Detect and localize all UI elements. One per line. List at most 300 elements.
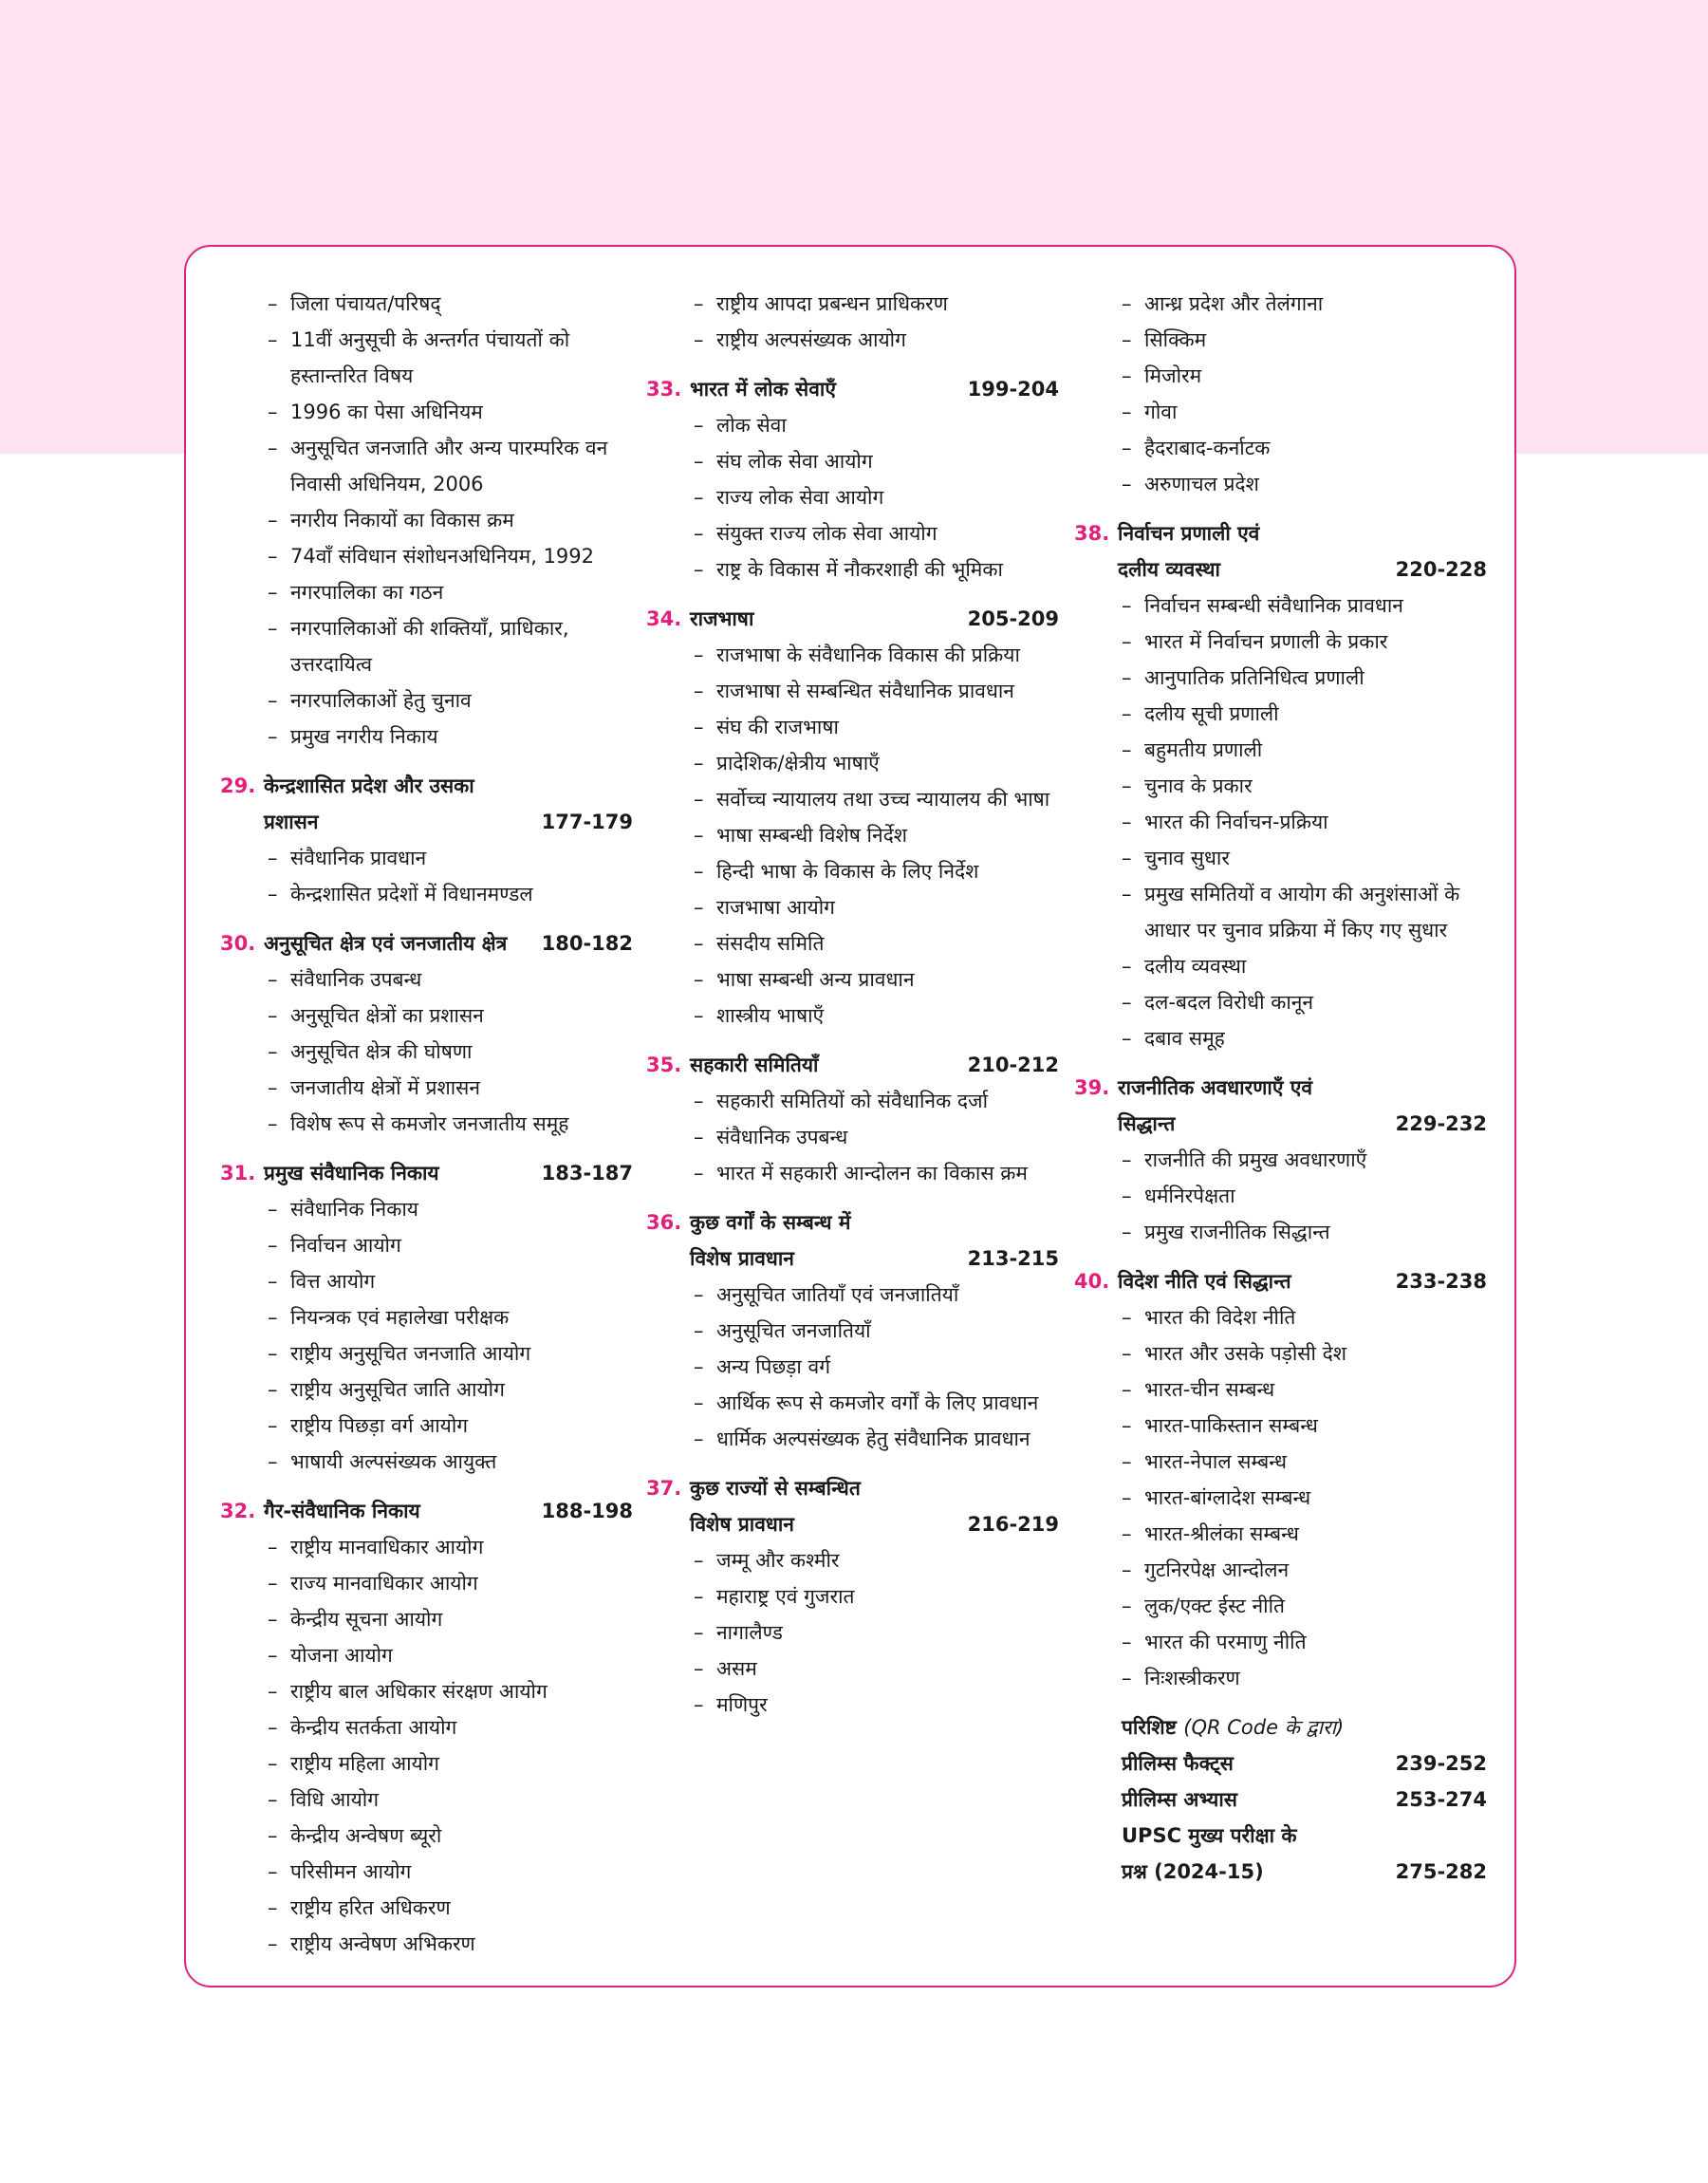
toc-item <box>646 1578 1059 1614</box>
section-title-line <box>1118 1263 1487 1299</box>
toc-item <box>1074 876 1487 948</box>
toc-item <box>1074 1214 1487 1250</box>
dash-bullet: – <box>268 1896 278 1919</box>
section-title-line <box>1118 551 1487 588</box>
appendix-row-label: प्रीलिम्स अभ्यास <box>1122 1788 1237 1811</box>
toc-item-text: निर्वाचन आयोग <box>290 1234 401 1257</box>
section-title-text: गैर-संवैधानिक निकाय <box>264 1500 420 1522</box>
section-heading <box>1074 1070 1487 1142</box>
toc-item <box>220 1191 633 1227</box>
dash-bullet: – <box>268 1860 278 1883</box>
toc-item-text: भाषायी अल्पसंख्यक आयुक्त <box>290 1450 497 1473</box>
dash-bullet: – <box>694 1126 704 1148</box>
toc-item <box>220 286 633 322</box>
toc-item <box>220 1854 633 1890</box>
section-title-line <box>1118 515 1487 551</box>
section-number: 29. <box>220 774 256 797</box>
toc-item <box>646 1614 1059 1651</box>
section-title <box>1118 1263 1487 1299</box>
dash-bullet: – <box>694 1427 704 1450</box>
dash-bullet: – <box>268 725 278 748</box>
toc-item <box>220 322 633 394</box>
toc-item <box>1074 1552 1487 1588</box>
section-title <box>264 768 633 840</box>
section-number: 30. <box>220 932 256 955</box>
section-number: 33. <box>646 378 682 401</box>
toc-item-text: हिन्दी भाषा के विकास के लिए निर्देश <box>716 860 979 883</box>
toc-item-text: राष्ट्रीय अल्पसंख्यक आयोग <box>716 328 906 351</box>
toc-item <box>646 479 1059 515</box>
section-title <box>690 1470 1059 1542</box>
section-title-line <box>1118 1106 1487 1142</box>
toc-section <box>1074 286 1487 502</box>
section-title <box>264 1155 633 1191</box>
dash-bullet: – <box>694 1004 704 1027</box>
section-title <box>690 371 1059 407</box>
section-heading <box>220 768 633 840</box>
toc-item-text: प्रादेशिक/क्षेत्रीय भाषाएँ <box>716 752 880 774</box>
toc-item-text: संघ की राजभाषा <box>716 716 839 738</box>
toc-item-text: शास्त्रीय भाषाएँ <box>716 1004 825 1027</box>
toc-item-text: संवैधानिक उपबन्ध <box>716 1126 848 1148</box>
dash-bullet: – <box>1122 1667 1132 1689</box>
toc-item-text: नागालैण्ड <box>716 1621 783 1644</box>
dash-bullet: – <box>694 486 704 509</box>
toc-section <box>646 1204 1059 1457</box>
section-heading <box>646 1047 1059 1083</box>
toc-item <box>220 1890 633 1926</box>
contents-column-2 <box>646 286 1059 1723</box>
toc-item <box>220 394 633 430</box>
section-title <box>1118 1070 1487 1142</box>
toc-item-text: लुक/एक्ट ईस्ट नीति <box>1144 1595 1286 1617</box>
section-title-line <box>264 1155 633 1191</box>
toc-section <box>220 925 633 1142</box>
dash-bullet: – <box>268 617 278 640</box>
dash-bullet: – <box>268 1536 278 1558</box>
dash-bullet: – <box>268 883 278 905</box>
toc-item-text: दलीय व्यवस्था <box>1144 955 1247 978</box>
dash-bullet: – <box>694 292 704 315</box>
toc-item <box>1074 1624 1487 1660</box>
toc-item-text: अनुसूचित जातियाँ एवं जनजातियाँ <box>716 1283 959 1306</box>
section-pages: 205-209 <box>967 607 1059 630</box>
dash-bullet: – <box>694 788 704 811</box>
section-title-line <box>264 1493 633 1529</box>
section-title-line <box>690 601 1059 637</box>
dash-bullet: – <box>268 545 278 568</box>
dash-bullet: – <box>268 1004 278 1027</box>
dash-bullet: – <box>1122 437 1132 459</box>
section-pages: 210-212 <box>967 1054 1059 1076</box>
toc-item-text: राजभाषा के संवैधानिक विकास की प्रक्रिया <box>716 644 1020 666</box>
toc-item-text: मणिपुर <box>716 1693 768 1716</box>
section-title-line <box>690 1241 1059 1277</box>
toc-item <box>220 1444 633 1480</box>
toc-section <box>1074 1070 1487 1250</box>
dash-bullet: – <box>694 414 704 437</box>
toc-item-text: राष्ट्रीय बाल अधिकार संरक्षण आयोग <box>290 1680 548 1703</box>
toc-item-text: राज्य मानवाधिकार आयोग <box>290 1572 478 1595</box>
dash-bullet: – <box>1122 811 1132 833</box>
dash-bullet: – <box>268 1378 278 1401</box>
section-number: 39. <box>1074 1076 1110 1099</box>
toc-item-text: केन्द्रशासित प्रदेशों में विधानमण्डल <box>290 883 533 905</box>
section-number: 38. <box>1074 522 1110 545</box>
toc-item-text: राजभाषा आयोग <box>716 896 835 919</box>
appendix-row-pages: 275-282 <box>1395 1860 1487 1883</box>
dash-bullet: – <box>268 1040 278 1063</box>
dash-bullet: – <box>268 1572 278 1595</box>
toc-item-text: मिजोरम <box>1144 364 1202 387</box>
dash-bullet: – <box>268 1608 278 1631</box>
toc-item <box>220 1070 633 1106</box>
dash-bullet: – <box>268 689 278 712</box>
section-pages: 199-204 <box>967 378 1059 401</box>
section-heading <box>1074 1263 1487 1299</box>
toc-section <box>646 371 1059 588</box>
toc-item <box>220 876 633 912</box>
section-title-text: विशेष प्रावधान <box>690 1247 794 1270</box>
dash-bullet: – <box>1122 1221 1132 1243</box>
section-heading <box>646 601 1059 637</box>
toc-item-text: संसदीय समिति <box>716 932 825 955</box>
toc-item-text: निर्वाचन सम्बन्धी संवैधानिक प्रावधान <box>1144 594 1403 617</box>
toc-item-text: राजनीति की प्रमुख अवधारणाएँ <box>1144 1148 1367 1171</box>
appendix-block <box>1074 1709 1487 1890</box>
section-heading <box>1074 515 1487 588</box>
toc-item <box>1074 1371 1487 1408</box>
toc-item-text: राष्ट्रीय मानवाधिकार आयोग <box>290 1536 484 1558</box>
section-number: 31. <box>220 1162 256 1185</box>
toc-item-text: प्रमुख समितियों व आयोग की अनुशंसाओं के आधार पर चुनाव प्रक्रिया में किए गए सुधार <box>1144 883 1460 942</box>
appendix-row-pages: 239-252 <box>1395 1752 1487 1775</box>
dash-bullet: – <box>694 1355 704 1378</box>
toc-item-text: जम्मू और कश्मीर <box>716 1549 840 1572</box>
toc-section <box>646 1470 1059 1723</box>
dash-bullet: – <box>694 932 704 955</box>
toc-item-text: राष्ट्रीय आपदा प्रबन्धन प्राधिकरण <box>716 292 948 315</box>
toc-item <box>646 853 1059 889</box>
toc-item <box>646 1083 1059 1119</box>
toc-item-text: राष्ट्रीय अन्वेषण अभिकरण <box>290 1932 475 1955</box>
toc-item <box>646 407 1059 443</box>
toc-item <box>1074 948 1487 984</box>
section-title-text: विशेष प्रावधान <box>690 1513 794 1536</box>
toc-item <box>1074 1299 1487 1335</box>
section-pages: 220-228 <box>1395 558 1487 581</box>
toc-item <box>1074 1020 1487 1056</box>
toc-item-text: परिसीमन आयोग <box>290 1860 412 1883</box>
toc-item-text: संवैधानिक प्रावधान <box>290 847 427 869</box>
toc-item-text: भारत में सहकारी आन्दोलन का विकास क्रम <box>716 1162 1028 1185</box>
toc-item <box>220 574 633 610</box>
toc-item <box>1074 696 1487 732</box>
dash-bullet: – <box>694 1621 704 1644</box>
toc-item-text: आनुपातिक प्रतिनिधित्व प्रणाली <box>1144 666 1365 689</box>
dash-bullet: – <box>268 1680 278 1703</box>
dash-bullet: – <box>1122 1027 1132 1050</box>
section-title <box>264 925 633 961</box>
toc-item-text: चुनाव सुधार <box>1144 847 1230 869</box>
section-title-text: भारत में लोक सेवाएँ <box>690 378 836 401</box>
toc-item <box>220 1034 633 1070</box>
toc-section <box>1074 515 1487 1056</box>
dash-bullet: – <box>268 1198 278 1221</box>
toc-item <box>646 1313 1059 1349</box>
toc-item-text: भारत-श्रीलंका सम्बन्ध <box>1144 1522 1299 1545</box>
toc-item-text: संयुक्त राज्य लोक सेवा आयोग <box>716 522 938 545</box>
dash-bullet: – <box>268 1270 278 1293</box>
toc-item-text: चुनाव के प्रकार <box>1144 774 1253 797</box>
toc-item-text: अनुसूचित क्षेत्रों का प्रशासन <box>290 1004 484 1027</box>
dash-bullet: – <box>694 824 704 847</box>
toc-item <box>220 1673 633 1709</box>
dash-bullet: – <box>1122 1486 1132 1509</box>
toc-item-text: सहकारी समितियों को संवैधानिक दर्जा <box>716 1090 989 1112</box>
toc-item-text: 74वाँ संविधान संशोधनअधिनियम, 1992 <box>290 545 595 568</box>
dash-bullet: – <box>268 1716 278 1739</box>
toc-item <box>220 502 633 538</box>
toc-item-text: भारत की निर्वाचन-प्रक्रिया <box>1144 811 1328 833</box>
toc-item-text: दलीय सूची प्रणाली <box>1144 702 1279 725</box>
dash-bullet: – <box>1122 883 1132 905</box>
toc-item <box>1074 1480 1487 1516</box>
appendix-title: परिशिष्ट <box>1122 1716 1177 1739</box>
toc-item <box>220 840 633 876</box>
toc-section <box>220 1493 633 1962</box>
toc-item-text: लोक सेवा <box>716 414 787 437</box>
dash-bullet: – <box>694 450 704 473</box>
dash-bullet: – <box>1122 955 1132 978</box>
dash-bullet: – <box>268 1788 278 1811</box>
section-title-text: कुछ राज्यों से सम्बन्धित <box>690 1477 861 1500</box>
toc-item <box>220 610 633 682</box>
toc-item-text: प्रमुख राजनीतिक सिद्धान्त <box>1144 1221 1330 1243</box>
dash-bullet: – <box>1122 630 1132 653</box>
toc-item <box>646 286 1059 322</box>
toc-item-text: राजभाषा से सम्बन्धित संवैधानिक प्रावधान <box>716 680 1014 702</box>
toc-item <box>220 1782 633 1818</box>
dash-bullet: – <box>268 1644 278 1667</box>
toc-item-text: 11वीं अनुसूची के अन्तर्गत पंचायतों को हस्तान्तरित विषय <box>290 328 570 387</box>
appendix-row-pages: 253-274 <box>1395 1788 1487 1811</box>
toc-item-text: भारत और उसके पड़ोसी देश <box>1144 1342 1347 1365</box>
toc-item <box>1074 394 1487 430</box>
dash-bullet: – <box>268 1824 278 1847</box>
toc-item <box>1074 1335 1487 1371</box>
toc-item-text: विधि आयोग <box>290 1788 380 1811</box>
toc-item <box>646 1277 1059 1313</box>
section-title <box>690 601 1059 637</box>
dash-bullet: – <box>694 558 704 581</box>
toc-item <box>220 1529 633 1565</box>
dash-bullet: – <box>694 1162 704 1185</box>
toc-item-text: राष्ट्रीय महिला आयोग <box>290 1752 439 1775</box>
dash-bullet: – <box>694 860 704 883</box>
toc-item-text: नियन्त्रक एवं महालेखा परीक्षक <box>290 1306 510 1329</box>
section-title-text: दलीय व्यवस्था <box>1118 558 1220 581</box>
toc-item <box>646 998 1059 1034</box>
toc-item-text: सिक्किम <box>1144 328 1207 351</box>
toc-section <box>220 768 633 912</box>
toc-item <box>220 1106 633 1142</box>
section-pages: 216-219 <box>967 1513 1059 1536</box>
toc-item <box>1074 1444 1487 1480</box>
dash-bullet: – <box>1122 1631 1132 1653</box>
toc-item <box>1074 466 1487 502</box>
toc-item <box>220 961 633 998</box>
toc-item <box>646 515 1059 551</box>
section-pages: 213-215 <box>967 1247 1059 1270</box>
toc-item-text: नगरपालिका का गठन <box>290 581 444 604</box>
section-title-text: निर्वाचन प्रणाली एवं <box>1118 522 1260 545</box>
dash-bullet: – <box>694 968 704 991</box>
toc-item <box>646 781 1059 817</box>
toc-item <box>646 925 1059 961</box>
toc-item <box>646 551 1059 588</box>
dash-bullet: – <box>1122 847 1132 869</box>
dash-bullet: – <box>268 1342 278 1365</box>
toc-section <box>220 1155 633 1480</box>
dash-bullet: – <box>694 1090 704 1112</box>
toc-item <box>220 1745 633 1782</box>
dash-bullet: – <box>268 1932 278 1955</box>
toc-item-text: नगरपालिकाओं हेतु चुनाव <box>290 689 472 712</box>
toc-item <box>1074 984 1487 1020</box>
toc-item <box>220 1371 633 1408</box>
toc-item <box>1074 1588 1487 1624</box>
section-number: 32. <box>220 1500 256 1522</box>
toc-item-text: प्रमुख नगरीय निकाय <box>290 725 438 748</box>
dash-bullet: – <box>1122 594 1132 617</box>
dash-bullet: – <box>1122 1342 1132 1365</box>
dash-bullet: – <box>1122 1378 1132 1401</box>
dash-bullet: – <box>694 328 704 351</box>
toc-item <box>646 443 1059 479</box>
toc-item-text: दल-बदल विरोधी कानून <box>1144 991 1314 1014</box>
toc-item-text: भाषा सम्बन्धी अन्य प्रावधान <box>716 968 915 991</box>
contents-column-3 <box>1074 286 1487 1890</box>
section-title-text: राजनीतिक अवधारणाएँ एवं <box>1118 1076 1313 1099</box>
toc-item-text: संवैधानिक निकाय <box>290 1198 418 1221</box>
section-title-text: कुछ वर्गों के सम्बन्ध में <box>690 1211 851 1234</box>
section-title-line <box>690 1506 1059 1542</box>
toc-item-text: अनुसूचित जनजाति और अन्य पारम्परिक वन निवासी अधिनियम, 2006 <box>290 437 608 495</box>
section-pages: 229-232 <box>1395 1112 1487 1135</box>
section-title-text: सहकारी समितियाँ <box>690 1054 819 1076</box>
section-title <box>690 1204 1059 1277</box>
toc-item <box>646 1651 1059 1687</box>
toc-item-text: भारत-पाकिस्तान सम्बन्ध <box>1144 1414 1318 1437</box>
toc-item-text: संवैधानिक उपबन्ध <box>290 968 422 991</box>
appendix-note: (QR Code के द्वारा) <box>1183 1716 1345 1739</box>
toc-item <box>1074 1142 1487 1178</box>
toc-item <box>220 1299 633 1335</box>
toc-item-text: धर्मनिरपेक्षता <box>1144 1185 1235 1207</box>
dash-bullet: – <box>1122 1414 1132 1437</box>
appendix-row <box>1122 1818 1487 1854</box>
toc-item-text: हैदराबाद-कर्नाटक <box>1144 437 1271 459</box>
section-heading <box>220 925 633 961</box>
section-title-line <box>264 925 633 961</box>
toc-section <box>1074 1263 1487 1696</box>
section-title-line <box>264 768 633 804</box>
toc-item <box>1074 430 1487 466</box>
dash-bullet: – <box>1122 1522 1132 1545</box>
toc-item-text: केन्द्रीय सूचना आयोग <box>290 1608 443 1631</box>
toc-item-text: अरुणाचल प्रदेश <box>1144 473 1259 495</box>
section-heading <box>220 1155 633 1191</box>
toc-item <box>1074 588 1487 624</box>
toc-item <box>646 1687 1059 1723</box>
appendix-row <box>1122 1854 1487 1890</box>
toc-item-text: केन्द्रीय अन्वेषण ब्यूरो <box>290 1824 442 1847</box>
toc-item <box>646 889 1059 925</box>
toc-item <box>646 1155 1059 1191</box>
dash-bullet: – <box>1122 473 1132 495</box>
section-pages: 183-187 <box>541 1162 633 1185</box>
toc-item-text: बहुमतीय प्रणाली <box>1144 738 1263 761</box>
toc-item-text: आर्थिक रूप से कमजोर वर्गों के लिए प्रावधान <box>716 1391 1039 1414</box>
toc-item <box>220 1709 633 1745</box>
toc-item-text: योजना आयोग <box>290 1644 393 1667</box>
dash-bullet: – <box>268 968 278 991</box>
dash-bullet: – <box>694 1319 704 1342</box>
section-number: 35. <box>646 1054 682 1076</box>
toc-item-text: विशेष रूप से कमजोर जनजातीय समूह <box>290 1112 569 1135</box>
toc-item <box>1074 624 1487 660</box>
section-title-line <box>264 804 633 840</box>
toc-item <box>646 322 1059 358</box>
toc-item-text: अन्य पिछड़ा वर्ग <box>716 1355 831 1378</box>
dash-bullet: – <box>268 1450 278 1473</box>
toc-item-text: गोवा <box>1144 401 1178 423</box>
toc-item <box>220 1227 633 1263</box>
toc-item-text: अनुसूचित क्षेत्र की घोषणा <box>290 1040 473 1063</box>
toc-item <box>220 682 633 718</box>
toc-item-text: महाराष्ट्र एवं गुजरात <box>716 1585 855 1608</box>
toc-item-text: राष्ट्रीय पिछड़ा वर्ग आयोग <box>290 1414 469 1437</box>
section-title-text: केन्द्रशासित प्रदेश और उसका <box>264 774 474 797</box>
toc-item <box>220 718 633 755</box>
section-title <box>264 1493 633 1529</box>
toc-item-text: जनजातीय क्षेत्रों में प्रशासन <box>290 1076 481 1099</box>
toc-item-text: भारत-बांग्लादेश सम्बन्ध <box>1144 1486 1311 1509</box>
dash-bullet: – <box>694 1585 704 1608</box>
toc-item <box>1074 358 1487 394</box>
dash-bullet: – <box>1122 1185 1132 1207</box>
section-heading <box>646 1204 1059 1277</box>
section-pages: 180-182 <box>541 932 633 955</box>
dash-bullet: – <box>1122 774 1132 797</box>
dash-bullet: – <box>1122 738 1132 761</box>
section-title-text: प्रशासन <box>264 811 319 833</box>
toc-item <box>646 637 1059 673</box>
toc-item <box>646 709 1059 745</box>
toc-item <box>220 1263 633 1299</box>
toc-item-text: भारत की विदेश नीति <box>1144 1306 1296 1329</box>
section-pages: 233-238 <box>1395 1270 1487 1293</box>
toc-section <box>220 286 633 755</box>
toc-section <box>646 286 1059 358</box>
dash-bullet: – <box>268 1414 278 1437</box>
toc-item <box>1074 768 1487 804</box>
toc-item-text: सर्वोच्च न्यायालय तथा उच्च न्यायालय की भाषा <box>716 788 1050 811</box>
toc-item <box>646 745 1059 781</box>
dash-bullet: – <box>268 328 278 351</box>
appendix-row <box>1122 1782 1487 1818</box>
